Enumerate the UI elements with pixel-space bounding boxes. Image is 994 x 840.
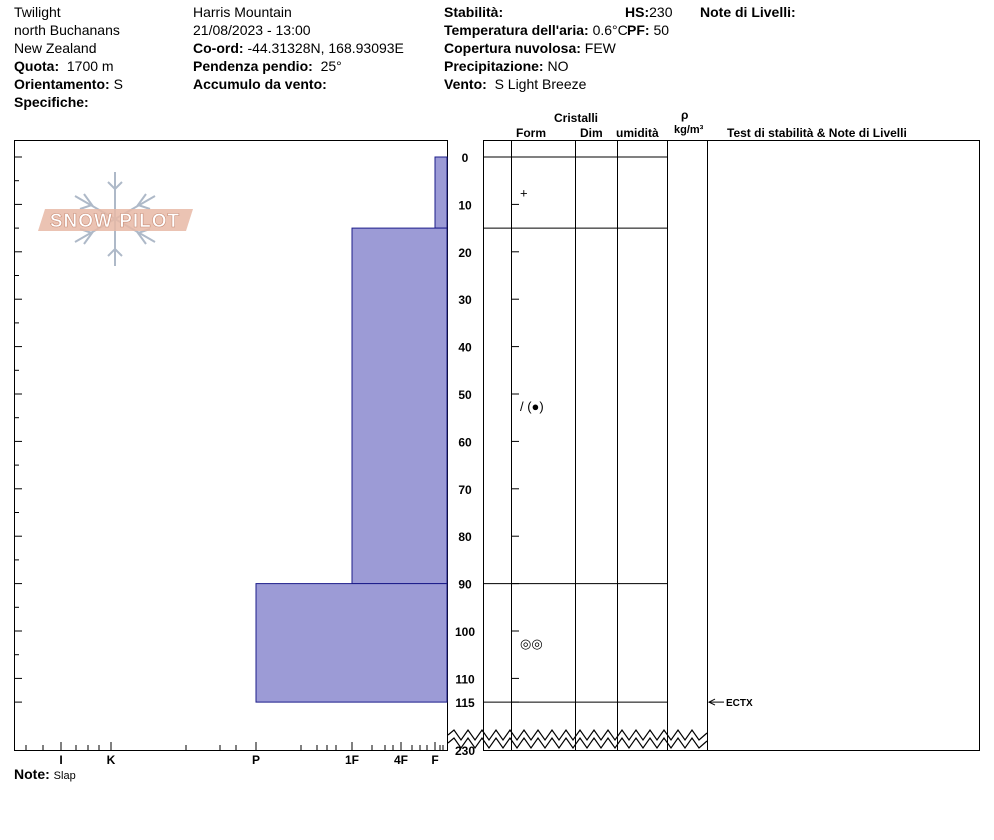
depth-tick-label: 0 xyxy=(461,151,469,165)
depth-tick-label: 80 xyxy=(458,530,472,545)
stability-test-label: ECTX xyxy=(726,698,753,710)
cloud-value: FEW xyxy=(584,40,616,56)
pf-label: PF: xyxy=(627,22,650,38)
mountain-name: Harris Mountain xyxy=(193,4,292,20)
stability-label: Stabilità: xyxy=(444,4,504,20)
orient-value: S xyxy=(113,76,123,92)
depth-tick-label: 30 xyxy=(458,293,472,308)
hs-label: HS: xyxy=(625,4,650,20)
wind-label: Vento: xyxy=(444,76,487,92)
depth-tick-label: 40 xyxy=(458,340,472,355)
slope-value: 25° xyxy=(320,58,342,74)
hardness-tick-label: K xyxy=(106,753,116,767)
depth-tick-label: 100 xyxy=(454,625,476,639)
air-temp-value: 0.6°C xyxy=(592,22,628,38)
depth-tick-label: 50 xyxy=(458,388,472,402)
site-region: north Buchanans xyxy=(14,22,120,38)
site-name: Twilight xyxy=(14,4,61,20)
hardness-tick-label: F xyxy=(431,753,439,767)
depth-tick-label: 20 xyxy=(458,245,472,260)
grain-form-symbol-2: / (●) xyxy=(520,398,544,414)
crystal-table-columns xyxy=(512,140,668,751)
moisture-header: umidità xyxy=(616,126,659,140)
crystals-header: Cristalli xyxy=(554,111,599,125)
rho-header: ρ xyxy=(681,108,689,122)
hardness-bar-1 xyxy=(435,157,447,228)
hs-value: 230 xyxy=(649,4,673,20)
cloud-label: Copertura nuvolosa: xyxy=(444,40,581,56)
depth-tick-label: 10 xyxy=(458,198,472,213)
slope-label: Pendenza pendio: xyxy=(193,58,313,74)
observation-datetime: 21/08/2023 - 13:00 xyxy=(193,22,311,38)
depth-tick-label: 110 xyxy=(455,672,475,687)
coord-value: -44.31328N, 168.93093E xyxy=(247,40,404,56)
hardness-bar-2 xyxy=(352,228,447,583)
depth-break-lower xyxy=(448,738,707,748)
depth-tick-label: 230 xyxy=(454,744,476,758)
hardness-tick-label: 4F xyxy=(393,753,409,767)
depth-break-upper xyxy=(448,730,707,740)
precip-value: NO xyxy=(547,58,569,74)
note-value: Slap xyxy=(53,770,76,782)
orient-label: Orientamento: xyxy=(14,76,110,92)
hardness-tick-label: 1F xyxy=(344,753,360,767)
hardness-bar-3 xyxy=(256,584,447,703)
form-header: Form xyxy=(516,126,546,140)
depth-tick-label: 60 xyxy=(458,435,472,450)
wind-accumulation-label: Accumulo da vento: xyxy=(193,76,327,92)
pf-value: 50 xyxy=(653,22,670,38)
stability-tests-header: Test di stabilità & Note di Livelli xyxy=(727,126,907,140)
coord-label: Co-ord: xyxy=(193,40,244,56)
quota-label: Quota: xyxy=(14,58,60,74)
grain-form-symbol-3: ◎◎ xyxy=(520,635,543,651)
hardness-tick-label: I xyxy=(59,753,63,767)
site-country: New Zealand xyxy=(14,40,97,56)
spec-label: Specifiche: xyxy=(14,94,89,110)
hardness-tick-label: P xyxy=(251,753,261,767)
depth-tick-label: 115 xyxy=(455,696,475,711)
precip-label: Precipitazione: xyxy=(444,58,544,74)
stability-notes-frame xyxy=(708,141,980,751)
dim-header: Dim xyxy=(580,126,603,140)
snowpilot-logo-text: SNOW PILOT xyxy=(49,211,181,232)
quota-value: 1700 m xyxy=(66,58,114,74)
density-unit-header: kg/m³ xyxy=(674,124,704,136)
layer-notes-label: Note di Livelli: xyxy=(700,4,796,20)
wind-value: S Light Breeze xyxy=(494,76,587,92)
grain-form-symbol-1: + xyxy=(520,185,528,201)
air-temp-label: Temperatura dell'aria: xyxy=(444,22,589,38)
depth-tick-label: 90 xyxy=(458,577,472,592)
depth-tick-label: 70 xyxy=(458,482,472,497)
crystal-table-frame xyxy=(484,141,708,751)
note-label: Note: xyxy=(14,766,50,782)
